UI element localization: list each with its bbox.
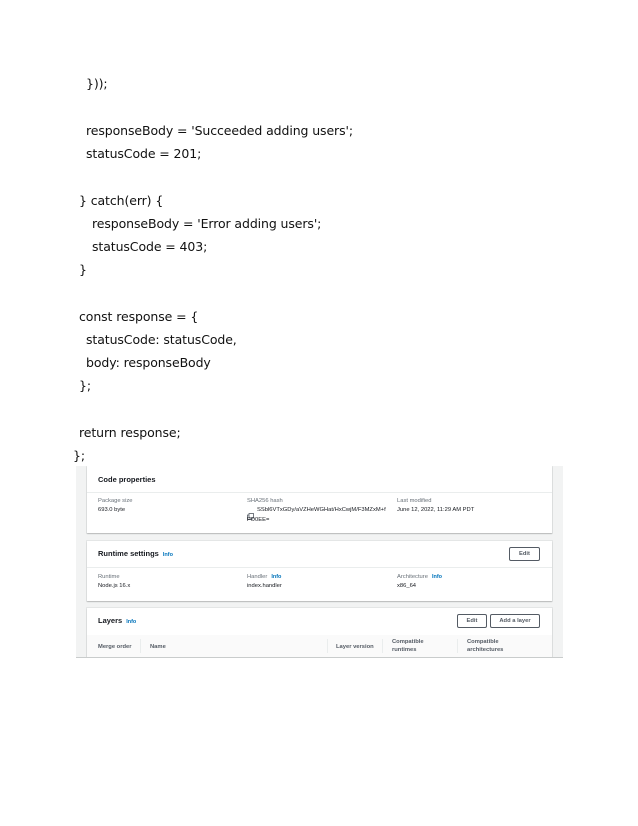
runtime-settings-panel: [87, 541, 552, 601]
col-name[interactable]: Name: [150, 644, 166, 650]
last-modified-label: Last modified: [397, 498, 432, 504]
layers-panel: [87, 608, 552, 658]
layers-title: [98, 616, 136, 625]
architecture-value: x86_64: [397, 583, 417, 589]
code-line: responseBody = 'Succeeded adding users';: [86, 123, 353, 138]
sha256-value-line2: FO0EE=: [247, 517, 270, 523]
architecture-label: [397, 574, 442, 580]
layers-table-header: [87, 635, 552, 657]
runtime-settings-edit-button[interactable]: Edit: [509, 547, 540, 561]
handler-value: index.handler: [247, 583, 282, 589]
column-divider: [140, 639, 141, 653]
col-compatible-runtimes[interactable]: [392, 638, 424, 654]
code-properties-title: Code properties: [98, 475, 156, 484]
code-line: responseBody = 'Error adding users';: [92, 216, 322, 231]
code-properties-panel: [87, 466, 552, 533]
sha256-value-line1: SSbl6VTxGDy/aVZHeWGHat/HxCwjM/F3MZxM+f: [257, 507, 386, 513]
column-divider: [327, 639, 328, 653]
code-line: };: [79, 378, 91, 393]
runtime-settings-info-link[interactable]: Info: [162, 552, 173, 558]
architecture-info-link[interactable]: Info: [431, 574, 443, 580]
code-line: };: [73, 448, 85, 463]
code-line: body: responseBody: [86, 355, 211, 370]
runtime-value: Node.js 16.x: [98, 583, 131, 589]
runtime-label: Runtime: [98, 574, 120, 580]
col-compatible-arch-line2: architectures: [467, 647, 504, 653]
copy-icon[interactable]: [247, 507, 254, 514]
sha256-label: SHA256 hash: [247, 498, 283, 504]
column-divider: [457, 639, 458, 653]
col-merge-order[interactable]: Merge order: [98, 644, 132, 650]
architecture-label-text: Architecture: [397, 574, 428, 580]
last-modified-value: June 12, 2022, 11:29 AM PDT: [397, 507, 475, 513]
column-divider: [382, 639, 383, 653]
code-line: }));: [86, 76, 108, 91]
package-size-label: Package size: [98, 498, 133, 504]
code-line: statusCode = 201;: [86, 146, 202, 161]
col-layer-version[interactable]: Layer version: [336, 644, 374, 650]
package-size-value: 693.0 byte: [98, 507, 126, 513]
code-line: const response = {: [79, 309, 199, 324]
runtime-settings-title: [98, 549, 173, 558]
code-line: }: [79, 262, 87, 277]
handler-info-link[interactable]: Info: [271, 574, 282, 580]
col-compatible-runtimes-line2: runtimes: [392, 647, 417, 653]
code-line: statusCode: statusCode,: [86, 332, 237, 347]
code-line: } catch(err) {: [79, 193, 164, 208]
add-layer-button[interactable]: Add a layer: [490, 614, 540, 628]
handler-label: [247, 574, 281, 580]
col-compatible-arch-line1: Compatible: [467, 639, 499, 645]
layers-edit-button[interactable]: Edit: [457, 614, 487, 628]
code-properties-header: [87, 466, 552, 493]
layers-info-link[interactable]: Info: [126, 619, 137, 625]
runtime-settings-title-text: Runtime settings: [98, 549, 159, 558]
code-line: statusCode = 403;: [92, 239, 208, 254]
col-compatible-architectures[interactable]: [467, 638, 503, 654]
lambda-console-screenshot: [76, 466, 563, 658]
runtime-settings-header: [87, 541, 552, 568]
handler-label-text: Handler: [247, 574, 268, 580]
col-compatible-runtimes-line1: Compatible: [392, 639, 424, 645]
code-line: return response;: [79, 425, 181, 440]
layers-header: [87, 608, 552, 636]
layers-title-text: Layers: [98, 616, 123, 625]
